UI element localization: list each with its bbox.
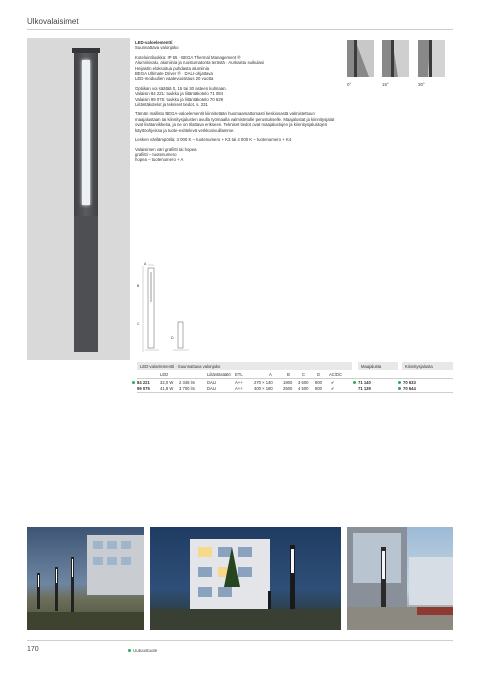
dim-label-d: D [171, 336, 174, 340]
table-cell: 41,8 W [160, 386, 174, 391]
table-cell: 3 700 lm [179, 386, 196, 391]
footer-divider [27, 640, 453, 641]
column-header: B [287, 372, 290, 377]
scene-2-graphic [150, 527, 341, 630]
new-product-dot-icon [398, 387, 401, 390]
application-photo-1 [27, 527, 144, 630]
column-header: AC/DC [329, 372, 343, 377]
table-cell: 4 500 [298, 386, 309, 391]
table-row-code: 84 221 [132, 380, 150, 385]
column-header: D [317, 372, 321, 377]
dim-label-b: B [137, 284, 140, 288]
angle-label: 30° [418, 82, 425, 87]
table-cell: A++ [235, 386, 243, 391]
table-cell: A++ [235, 380, 243, 385]
spec-line: BEGA Ultimate Driver ® · DALI-ohjattava [135, 71, 213, 77]
spec-line: Kotelointiluokka: IP 65 · BEGA Thermal Management ® [135, 54, 241, 60]
angle-thumbnail-30 [418, 40, 445, 77]
finish-line: grafiitti – tuotenumero [135, 151, 177, 157]
finish-line: hopea – tuotenumero + A [135, 157, 184, 163]
description-paragraph: Tämän mallisto BEGA-valoelementit kiinnitetään huomaamattomasti keskiosastä valmistettuun maajalustaan tai kiinnitysjalusten avulla työmaalla valmistetulle perustukselle. Maajalustat ja kiinnitysjalat ovat lisätarvikkeita, ja ne on tilattava erikseen. Tekniset tiedot ovat maajalustojen ja kiinnitysjalustojen käyttöohjeissa ja tuote-esittelevä verkkosivuillamme. [135, 111, 335, 133]
beam-0-icon [347, 40, 374, 77]
angle-thumbnail-0 [347, 40, 374, 77]
column-header: ETL [235, 372, 243, 377]
table-cell: 270 × 140 [254, 380, 273, 385]
header-divider [27, 29, 453, 30]
application-photo-2 [150, 527, 341, 630]
spec-line: Alumiinivalu, alumiinia ja ruostumatonta terästä · Aurkaistu suikulasi [135, 60, 264, 66]
dim-label-c: C [137, 322, 140, 326]
table-cell: DALI [207, 380, 217, 385]
table-section-bar [137, 362, 352, 370]
new-product-dot-icon [353, 381, 356, 384]
finish-title: Valaisimen väri grafiitti tai hopea [135, 146, 197, 152]
table-divider [137, 378, 453, 379]
table-cell: 3 500 [298, 380, 309, 385]
ordering-line: Liitäntäkotelot ja tekniset tiedot, s. 331 [135, 102, 208, 108]
table-cell: 800 [315, 380, 322, 385]
new-product-dot-icon [398, 381, 401, 384]
table-mount-title: Maajalusta [361, 363, 382, 369]
page-number: 170 [27, 646, 39, 653]
product-photo [27, 38, 130, 360]
table-divider [137, 392, 453, 393]
table-cell: DALI [207, 386, 217, 391]
new-product-dot-icon [128, 649, 131, 652]
table-cell-mount: 71 139 [358, 386, 371, 391]
table-cell: 2500 [283, 386, 293, 391]
technical-drawing [135, 262, 195, 357]
spec-line: Heijastin eloksoitua puhdasta alumiinia [135, 65, 210, 71]
beam-30-icon [418, 40, 445, 77]
table-cell: 32,0 W [160, 380, 174, 385]
product-subtitle: Suunnattava valonjako [135, 45, 179, 51]
column-header: LED [160, 372, 169, 377]
angle-label: 0° [347, 82, 352, 87]
table-fix-title: Kiinnitysjalusta [405, 363, 433, 369]
ordering-line: Valaisin 99 075: tuukku ja liitäntäkotelo 70 629 [135, 96, 224, 102]
dimension-drawing [135, 262, 195, 357]
table-section-title: LED-valoelementti · Suunnattava valonjako [140, 363, 221, 369]
column-header: Liitäntäsäätö [207, 372, 231, 377]
angle-label: 15° [382, 82, 389, 87]
beam-15-icon [382, 40, 409, 77]
ordering-line: Optiikan voi säätää 0, 15 tai 30 asteen kulmaan. [135, 85, 227, 91]
table-cell: 2 345 lm [179, 380, 196, 385]
dim-label-a: A [144, 262, 147, 266]
table-cell-fix: 70 644 [398, 386, 416, 391]
scene-3-graphic [347, 527, 453, 630]
table-fix-bar [402, 362, 453, 370]
table-cell-fix: 70 633 [398, 380, 416, 385]
angle-thumbnail-15 [382, 40, 409, 77]
product-name: LED-valoelementti [135, 40, 173, 45]
table-cell: 1800 [283, 380, 293, 385]
table-cell-check: ✔ [331, 380, 335, 385]
product-description [135, 40, 340, 167]
scene-1-graphic [27, 527, 144, 630]
light-slit [82, 60, 90, 205]
table-mount-bar [358, 362, 398, 370]
ordering-line: Valaisin 84 221: tuukku ja liitäntäkotelo 71 084 [135, 91, 224, 97]
column-header: A [269, 372, 272, 377]
page-header-title: Ulkovalaisimet [27, 17, 79, 26]
new-product-legend: Uutuustuote [128, 648, 157, 653]
spec-line: LED-moduulien vaatevuositaus 20 vuotta [135, 76, 214, 82]
table-cell: 400 × 180 [254, 386, 273, 391]
colour-temperature: Lesken värilämpötila: 3 000 K – tuotenumero + K3 tai 4 000 K – tuotenumero + K4 [135, 137, 292, 143]
new-product-dot-icon [132, 381, 135, 384]
table-cell-mount: 71 140 [353, 380, 371, 385]
table-cell-check: ✔ [331, 386, 335, 391]
pole-cap [72, 48, 100, 53]
column-header: C [302, 372, 306, 377]
table-cell: 800 [315, 386, 322, 391]
application-photo-3 [347, 527, 453, 630]
table-row-code: 99 075 [137, 386, 150, 391]
